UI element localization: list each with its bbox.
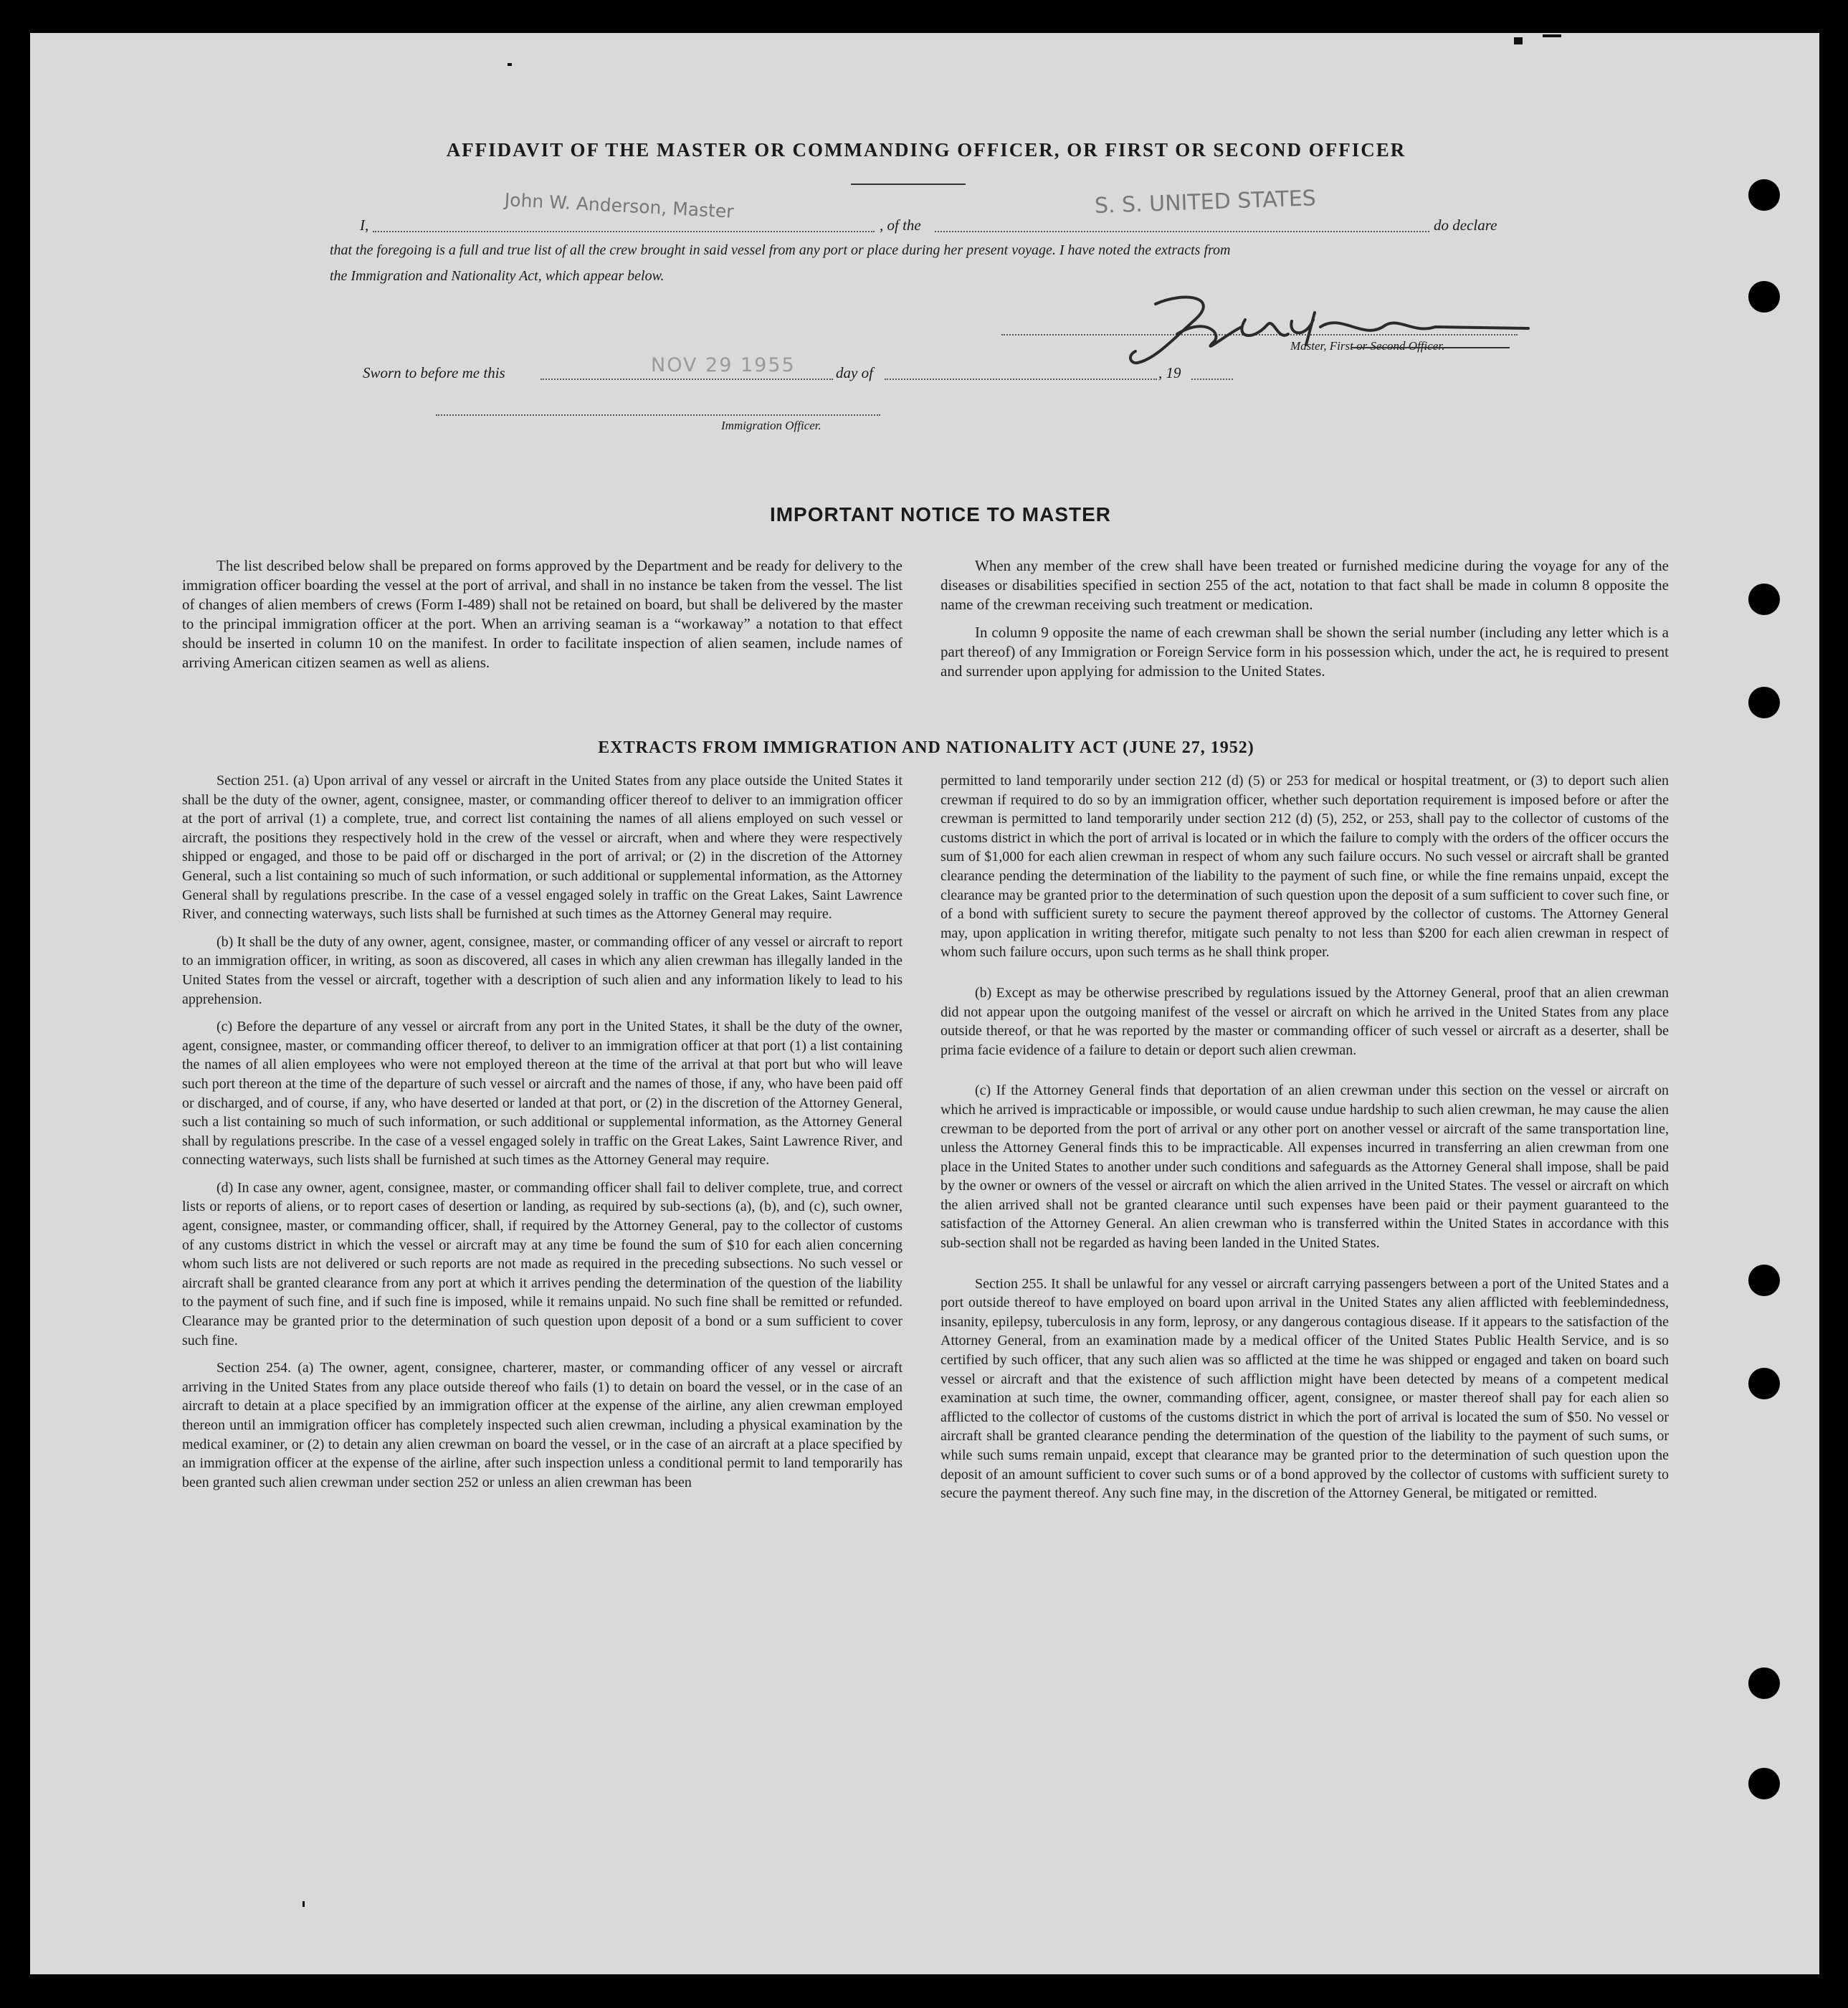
declaration-statement-line-2: the Immigration and Nationality Act, which appear below. bbox=[330, 268, 665, 284]
declaration-i-label: I, bbox=[360, 216, 369, 234]
notice-title: IMPORTANT NOTICE TO MASTER bbox=[769, 503, 1112, 525]
punch-hole bbox=[1748, 1265, 1780, 1296]
extract-section-251c: (c) Before the departure of any vessel or aircraft from any port in the United States, it shall be the duty of the owner, agent, consignee, master, or commanding officer thereof, to deliver to an immigration officer at that port (1) a list containing the names of all alien employees who were not employed thereon at the time of the arrival at that port but who will leave such port thereon at the time of the departure of such vessel or aircraft and the names of those, if any, who have been paid off or discharged, and of course, if any, who have deserted or landed at that port, or (2) in the discretion of the Attorney General, such a list containing so much of such information, or such additional or supplemental information, as the Attorney General shall by regulations prescribe. In the case of a vessel engaged solely in traffic on the Great Lakes, Saint Lawrence River, and connecting waterways, such lists shall be furnished at such times as the Attorney General may require. bbox=[182, 1019, 902, 1169]
do-declare-label: do declare bbox=[1434, 216, 1497, 234]
typed-master-name: John W. Anderson, Master bbox=[504, 189, 735, 222]
extracts-left-column bbox=[182, 771, 902, 1500]
handwritten-signature bbox=[1127, 291, 1543, 370]
sworn-year-blank bbox=[1191, 379, 1233, 380]
extract-section-254a-continued: permitted to land temporarily under section 212 (d) (5) or 253 for medical or hospital treatment, or (3) to deport such alien crewman if required to do so by an immigration officer, whether such deportation requirement is imposed before or after the crewman is permitted to land temporarily under section 212 (d) (5), 252, or 253, shall pay to the collector of customs of the customs district in which the port of arrival is located or in which the failure to comply with the orders of the officer occurs the sum of $1,000 for each alien crewman in respect of whom any such failure occurs. No such vessel or aircraft shall be granted clearance pending the determination of the liability to the payment of such fine, or while the fine remains unpaid, except the clearance may be granted prior to the determination of such question upon the deposit of a sum sufficient to cover such fine, or of a bond with sufficient surety to secure the payment thereof approved by the collector of customs. The Attorney General may, upon application in writing therefor, mitigate such penalty to not less than $200 for each alien crewman in respect of whom such failure occurs, upon such terms as he shall think proper. bbox=[940, 773, 1670, 961]
sworn-month-blank bbox=[885, 379, 1157, 380]
scan-speck bbox=[303, 1901, 305, 1907]
extract-section-255: Section 255. It shall be unlawful for any vessel or aircraft carrying passengers between a port of the United States and a port outside thereof to have employed on board upon arrival in the United States any alien afflicted with feeblemindedness, insanity, epilepsy, tuberculosis in any form, leprosy, or any dangerous contagious disease. If it appears to the satisfaction of the Attorney General, from an examination made by a medical officer of the United States Public Health Service, and is so certified by such officer, that any such alien was so afflicted at the time he was shipped or engaged and taken on board such vessel or aircraft and that the existence of such affliction might have been detected by means of a competent medical examination at such time, the owner, commanding officer, agent, consignee, or master thereof shall pay for each alien so afflicted to the collector of customs of the customs district in which the port of arrival is located the sum of $50. No vessel or aircraft shall be granted clearance pending the determination of the question of the liability to the payment of such sums, or while such sums remain unpaid, except that clearance may be granted prior to the determination of such question upon the deposit of an amount sufficient to cover such sums or of a bond approved by the collector of customs with sufficient surety to secure the payment thereof. Any such fine may, in the discretion of the Attorney General, be mitigated or remitted. bbox=[940, 1275, 1669, 1502]
extract-section-251d: (d) In case any owner, agent, consignee, master, or commanding officer shall fail to deliver complete, true, and correct lists or reports of aliens, or to report cases of desertion or landing, as required by sub-sections (a), (b), and (c), such owner, agent, consignee, master, or commanding officer, shall, if required by the Attorney General, pay to the collector of customs of any customs district in which the vessel or aircraft may at any time be found the sum of $10 for each alien concerning whom such lists are not delivered or such reports are not made as required in the preceding subsections. No such vessel or aircraft shall be granted clearance from any port at which it arrives pending the determination of the question of the liability to the payment of such fine, and if such fine is imposed, while it remains unpaid. No such fine shall be remitted or refunded. Clearance may be granted prior to the determination of such question upon deposit of a bond or a sum sufficient to cover such fine. bbox=[182, 1179, 902, 1348]
notice-right-paragraph: When any member of the crew shall have been treated or furnished medicine during the voyage for any of the diseases or disabilities specified in section 255 of the act, notation to that fact shall be made in column 8 opposite the name of the crewman receiving such treatment or medication. bbox=[940, 557, 1669, 613]
immigration-officer-caption: Immigration Officer. bbox=[721, 419, 821, 432]
scan-speck bbox=[1543, 34, 1561, 37]
punch-hole bbox=[1748, 1667, 1780, 1699]
scan-speck bbox=[1514, 37, 1523, 44]
extracts-title: EXTRACTS FROM IMMIGRATION AND NATIONALITY ACT (JUNE 27, 1952) bbox=[598, 738, 1254, 757]
extract-section-254c: (c) If the Attorney General finds that deportation of an alien crewman under this section on the vessel or aircraft on which he arrived is impracticable or impossible, or would cause undue hardship to such alien crewman, he may cause the alien crewman to be deported from the port of arrival or any other port on another vessel or aircraft of the same transportation line, unless the Attorney General finds this to be impracticable. All expenses incurred in transferring an alien crewman from one place in the United States to another under such conditions and safeguards as the Attorney General shall impose, shall be paid by the owner or owners of the vessel or aircraft on which the alien arrived in the United States. The vessel or aircraft on which the alien arrived shall not be granted clearance until such expenses have been paid or their payment guaranteed to the satisfaction of the Attorney General. An alien crewman who is transferred within the United States in accordance with this sub-section shall not be regarded as having been landed in the United States. bbox=[940, 1082, 1669, 1252]
notice-right-column bbox=[940, 556, 1669, 690]
notice-right-paragraph: In column 9 opposite the name of each crewman shall be shown the serial number (including any letter which is a part thereof) of any Immigration or Foreign Service form in his possession which, under the act, he is required to present and surrender upon applying for admission to the United States. bbox=[940, 624, 1669, 680]
scan-speck bbox=[508, 63, 512, 66]
date-stamp: NOV 29 1955 bbox=[651, 354, 796, 376]
punch-hole bbox=[1748, 584, 1780, 615]
name-blank bbox=[373, 231, 875, 232]
punch-hole bbox=[1748, 179, 1780, 211]
extract-section-254a: Section 254. (a) The owner, agent, consignee, charterer, master, or commanding officer of any vessel or aircraft arriving in the United States from any place outside thereof who fails (1) to detain on board the vessel, or in the case of an aircraft to detain at a place specified by an immigration officer at the expense of the airline, any alien crewman employed thereon until an immigration officer has completely inspected such alien crewman, including a physical examination by the medical examiner, or (2) to detain any alien crewman on board the vessel, or in the case of an aircraft at a place specified by an immigration officer at the expense of the airline, after such inspection unless a conditional permit to land temporarily has been granted such alien crewman under section 252 or unless an alien crewman has been bbox=[182, 1360, 902, 1490]
sworn-before-label: Sworn to before me this bbox=[363, 364, 505, 381]
extracts-right-column bbox=[940, 771, 1669, 1512]
affidavit-title: AFFIDAVIT OF THE MASTER OR COMMANDING OFFICER, OR FIRST OR SECOND OFFICER bbox=[446, 139, 1406, 161]
extract-section-254b: (b) Except as may be otherwise prescribed by regulations issued by the Attorney General, proof that an alien crewman did not appear upon the outgoing manifest of the vessel or aircraft on which he arrived in the United States from any place outside thereof, or that he was reported by the master or commanding officer of such vessel or aircraft as a deserter, shall be prima facie evidence of a failure to detain or deport such alien crewman. bbox=[940, 984, 1669, 1058]
immigration-officer-line bbox=[436, 414, 880, 416]
vessel-blank bbox=[935, 231, 1429, 232]
punch-hole bbox=[1748, 1368, 1780, 1399]
extract-section-251a: Section 251. (a) Upon arrival of any vessel or aircraft in the United States from any place outside the United States it shall be the duty of the owner, agent, consignee, master, or commanding officer thereof to deliver to an immigration officer at the port of arrival (1) a complete, true, and correct list containing the names of all aliens employed on such vessel or aircraft, the positions they respectively hold in the crew of the vessel or aircraft, when and where they were respectively shipped or engaged, and those to be paid off or discharged in the port of arrival; or (2) in the discretion of the Attorney General, such a list containing so much of such information, or such additional or supplemental information, as the Attorney General shall by regulations prescribe. In the case of a vessel engaged solely in traffic on the Great Lakes, Saint Lawrence River, and connecting waterways, such lists shall be furnished at such times as the Attorney General may require. bbox=[182, 773, 902, 923]
day-of-label: day of bbox=[836, 364, 873, 381]
document-page bbox=[30, 33, 1819, 1974]
title-rule bbox=[851, 184, 966, 185]
of-the-label: , of the bbox=[880, 216, 921, 234]
punch-hole bbox=[1748, 687, 1780, 718]
notice-left-column bbox=[182, 556, 902, 681]
typed-vessel-name: S. S. UNITED STATES bbox=[1094, 186, 1317, 219]
punch-hole bbox=[1748, 1768, 1780, 1799]
signature-caption: Master, First or Second Officer. bbox=[1290, 339, 1445, 353]
declaration-statement-line-1: that the foregoing is a full and true list of all the crew brought in said vessel from any port or place during her present voyage. I have noted the extracts from bbox=[330, 242, 1231, 258]
year-label: , 19 bbox=[1158, 364, 1181, 381]
strikethrough-first-second bbox=[1351, 347, 1510, 348]
sworn-day-blank bbox=[540, 379, 833, 380]
punch-hole bbox=[1748, 281, 1780, 313]
notice-left-paragraph: The list described below shall be prepared on forms approved by the Department and be ready for delivery to the immigration officer boarding the vessel at the port of arrival, and shall in no instance be taken from the vessel. The list of changes of alien members of crews (Form I-489) shall not be retained on board, but shall be delivered by the master to the principal immigration officer at the port. When an arriving seaman is a “workaway” a notation to that effect should be inserted in column 10 on the manifest. In order to facilitate inspection of alien seamen, include names of arriving American citizen seamen as well as aliens. bbox=[182, 557, 902, 671]
extract-section-251b: (b) It shall be the duty of any owner, agent, consignee, master, or commanding officer of any vessel or aircraft to report to an immigration officer, in writing, as soon as discovered, all cases in which any alien crewman has illegally landed in the United States from the vessel or aircraft, together with a description of such alien and any information likely to lead to his apprehension. bbox=[182, 933, 902, 1007]
